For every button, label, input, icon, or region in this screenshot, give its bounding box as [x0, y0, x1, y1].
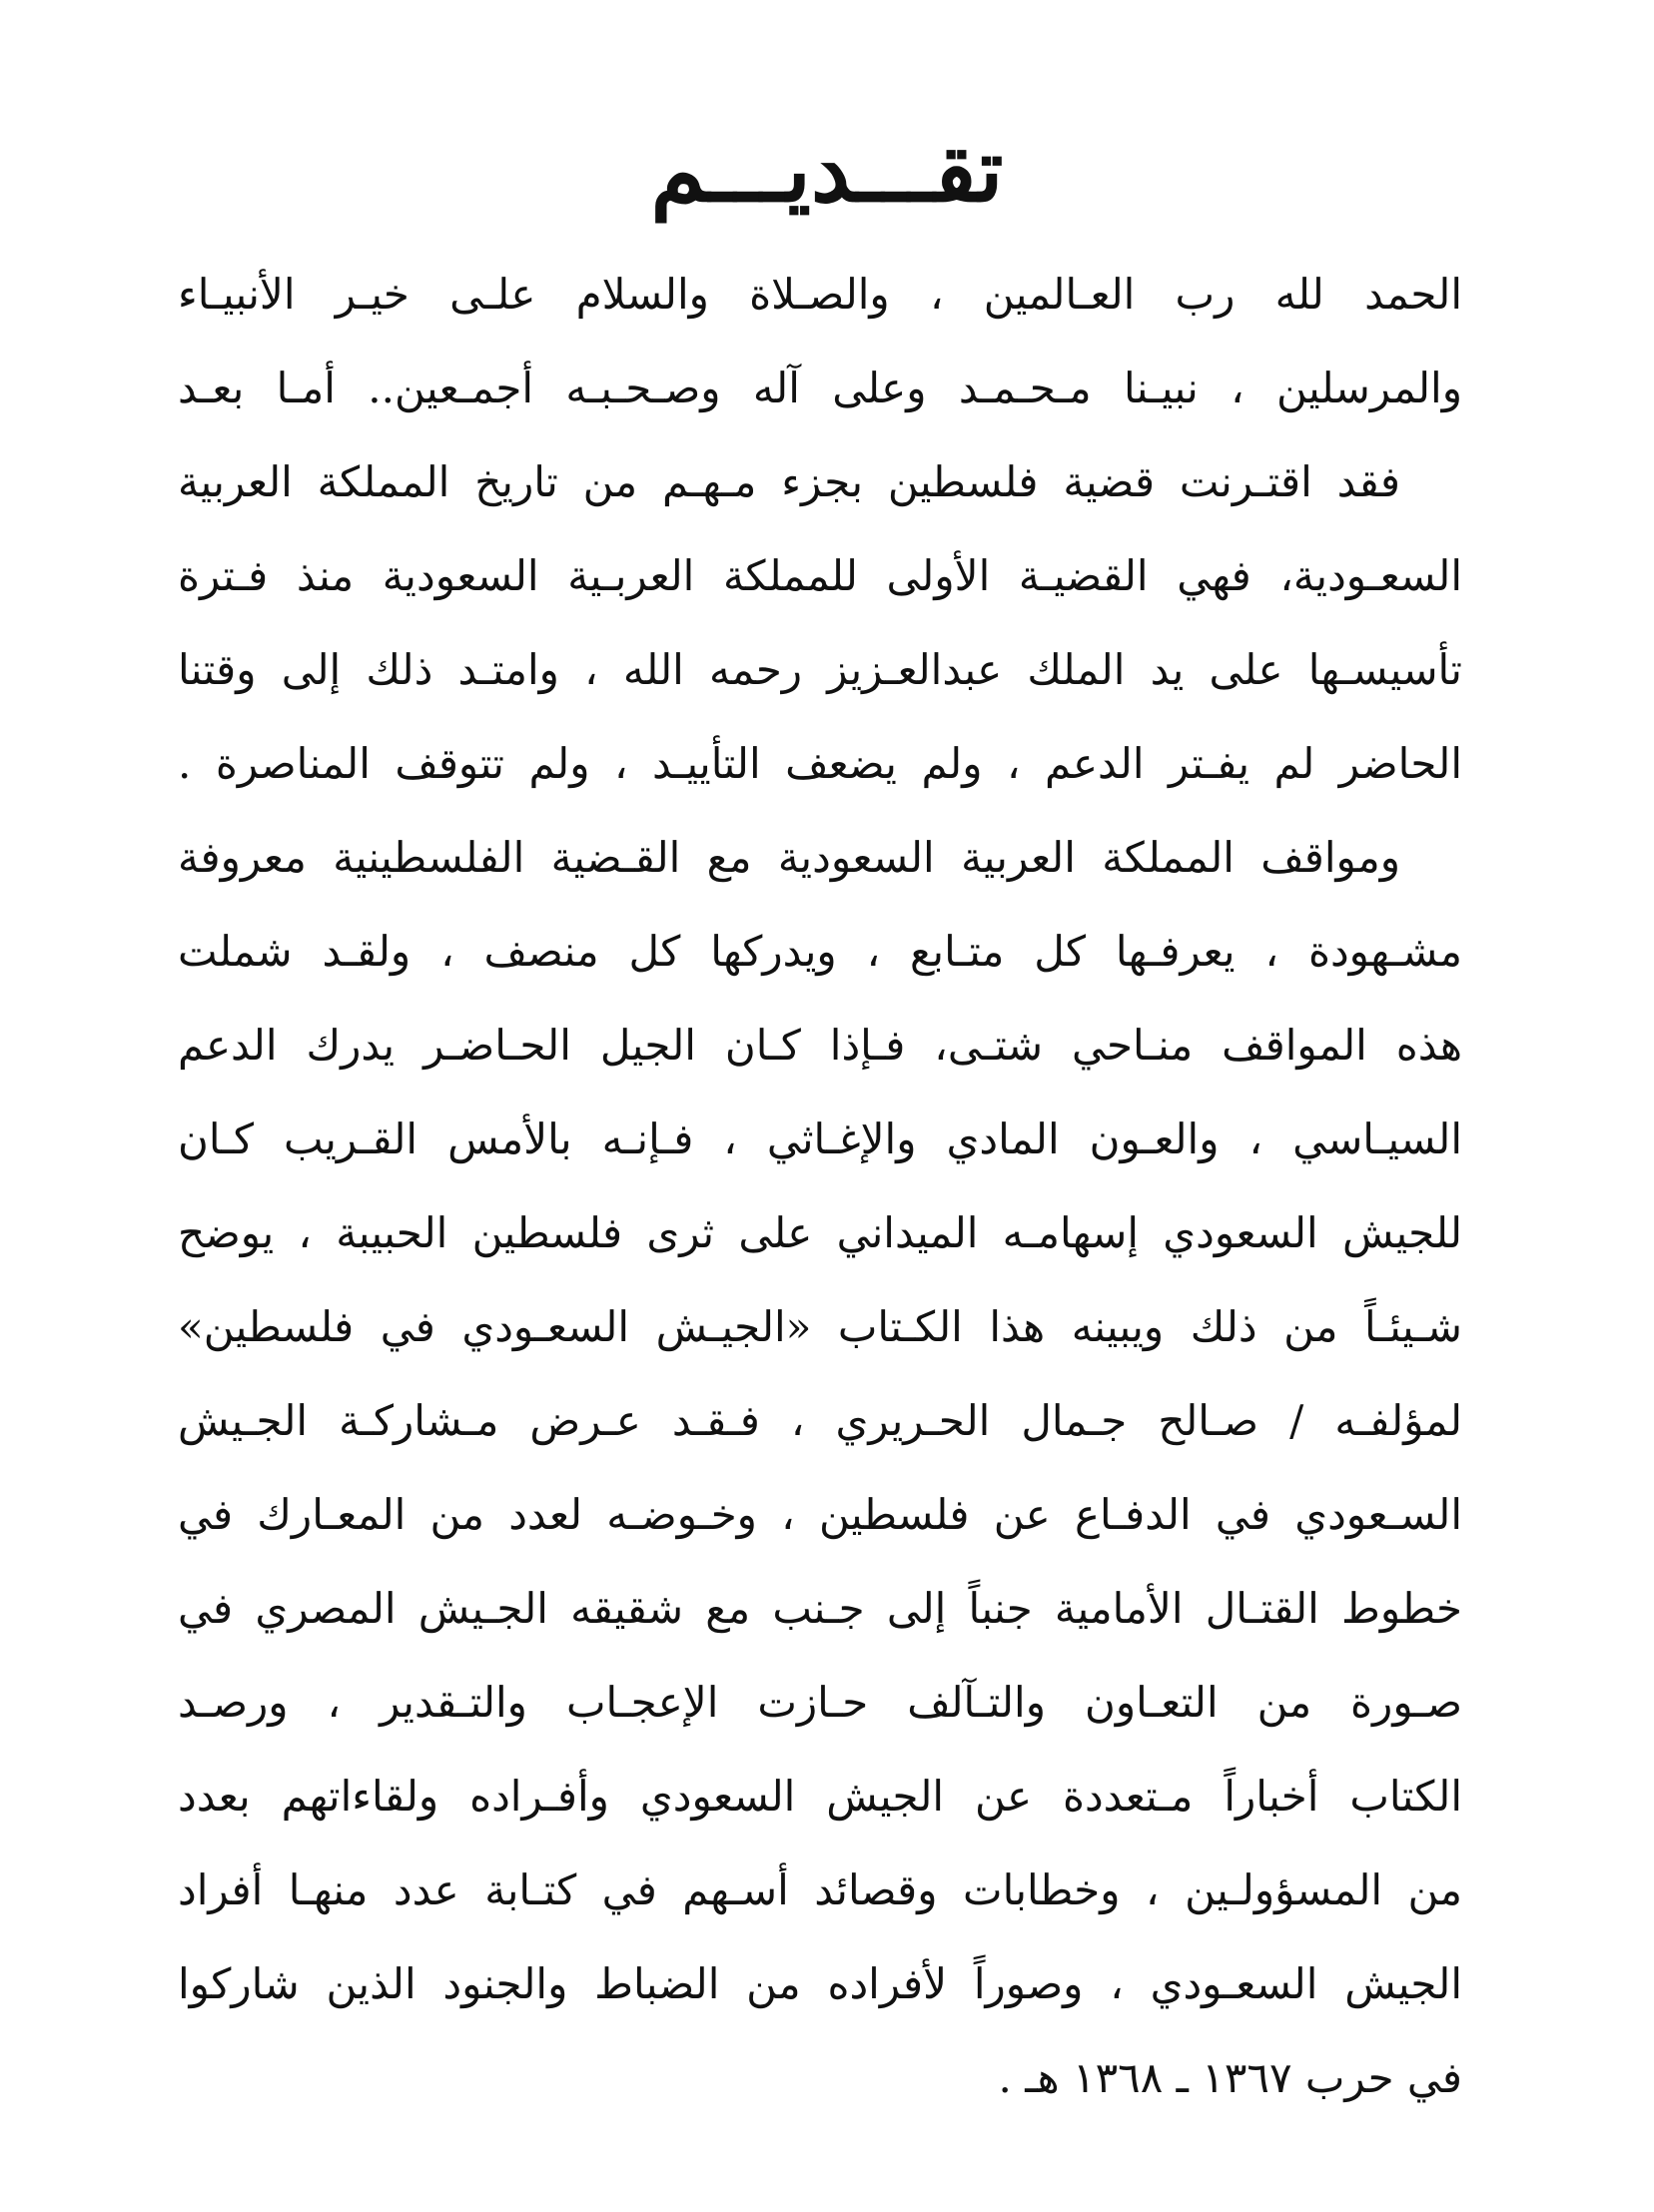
text-line: ومواقف المملكة العربية السعودية مع القـضية الفلسطينية معروفة [178, 833, 1400, 882]
text-line: الكتاب أخباراً مـتعددة عن الجيش السعودي وأفـراده ولقاءاتهم بعدد [178, 1772, 1462, 1821]
body-text [178, 248, 1462, 2125]
text-line: السـعودي في الدفـاع عن فلسطين ، وخـوضـه لعدد من المعـارك في [178, 1490, 1462, 1539]
page-title: تقـــديـــم [650, 118, 1004, 222]
text-line: الجيش السعـودي ، وصوراً لأفراده من الضباط والجنود الذين شاركوا [178, 1959, 1462, 2008]
text-line: صـورة من التعـاون والتـآلف حـازت الإعجـاب والتـقدير ، ورصـد [178, 1678, 1462, 1727]
text-line: الحاضر لم يفـتر الدعم ، ولم يضعف التأييـد ، ولم تتوقف المناصرة . [178, 739, 1462, 788]
text-line: من المسؤولـين ، وخطابات وقصائد أسـهم في كتـابة عدد منهـا أفراد [178, 1865, 1462, 1914]
text-line: شـيئـاً من ذلك ويبينه هذا الكـتاب «الجيـش السعـودي في فلسطين» [178, 1302, 1462, 1351]
text-line: تأسيسـها على يد الملك عبدالعـزيز رحمه الله ، وامتـد ذلك إلى وقتنا [178, 645, 1462, 694]
text-line: لمؤلفـه / صـالح جـمال الحـريري ، فـقـد عـرض مـشاركـة الجـيش [178, 1396, 1462, 1445]
text-line: فقد اقتـرنت قضية فلسطين بجزء مـهـم من تاريخ المملكة العربية [178, 457, 1400, 506]
text-line: السعـودية، فهي القضيـة الأولى للمملكة العربـية السعودية منذ فـترة [178, 551, 1462, 600]
text-line: مشـهودة ، يعرفـها كل متـابع ، ويدركها كل منصف ، ولقـد شملت [178, 927, 1462, 976]
text-line: والمرسلين ، نبيـنا مـحـمـد وعلى آله وصـحـبـه أجمـعين.. أمـا بعـد [178, 364, 1462, 412]
text-line: في حرب ١٣٦٧ ـ ١٣٦٨ هـ . [998, 2053, 1462, 2102]
text-line: للجيش السعودي إسهامـه الميداني على ثرى فلسطين الحبيبة ، يوضح [178, 1208, 1462, 1257]
text-line: الحمد لله رب العـالمين ، والصـلاة والسلام علـى خيـر الأنبيـاء [178, 270, 1462, 319]
text-line: خطوط القتـال الأمامية جنباً إلى جـنب مع شقيقه الجـيش المصري في [178, 1584, 1462, 1633]
text-line: السيـاسي ، والعـون المادي والإغـاثي ، فـإنـه بالأمس القـريب كـان [178, 1114, 1462, 1163]
text-line: هذه المواقف منـاحي شتـى، فـإذا كـان الجيل الحـاضـر يدرك الدعم [178, 1021, 1462, 1070]
